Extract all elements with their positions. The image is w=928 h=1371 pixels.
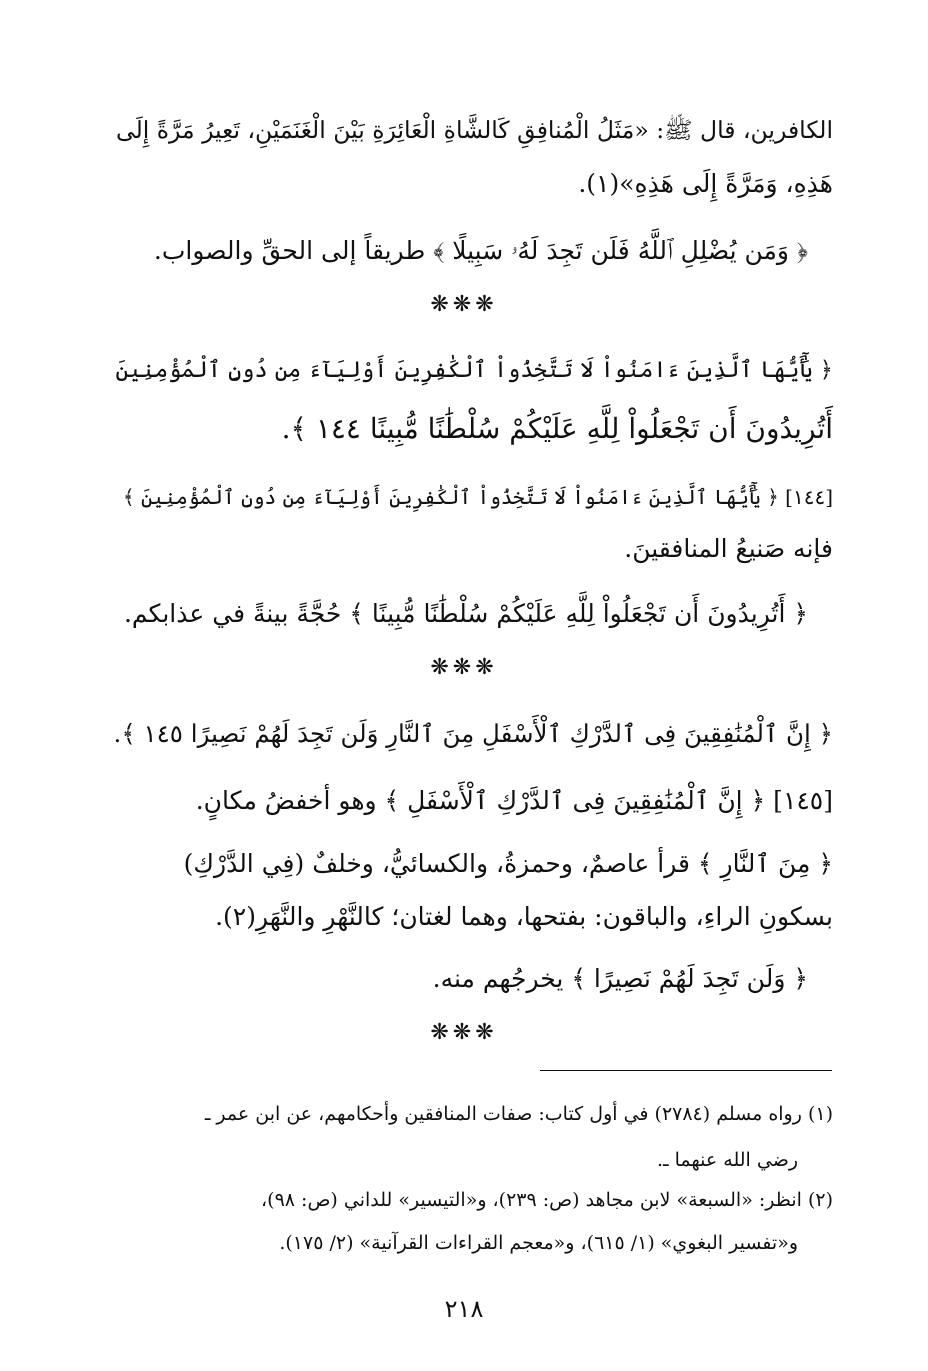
footnote-rule (540, 1070, 832, 1071)
footnote-1-line-1: (١) رواه مسلم (٢٧٨٤) في أول كتاب: صفات المنافقين وأحكامهم، عن ابن عمر ـ (204, 1103, 833, 1125)
footnote-2-line-1: (٢) انظر: «السبعة» لابن مجاهد (ص: ٢٣٩)، و«التيسير» للداني (ص: ٩٨)، (261, 1189, 833, 1211)
body-line-11: ﴿ مِنَ ٱلنَّارِ ﴾ قرأ عاصمٌ، وحمزةُ، والكسائيُّ، وخلفٌ (فِي الدَّرْكِ) (183, 849, 833, 878)
page-number: ٢١٨ (444, 1295, 484, 1323)
verse-144-line-2: أَتُرِيدُونَ أَن تَجْعَلُواْ لِلَّهِ عَلَيْكُمْ سُلْطَٰنًا مُّبِينًا ١٤٤ ﴾. (281, 412, 833, 445)
body-line-1: الكافرين، قال ﷺ: «مَثَلُ الْمُنافِقِ كَالشَّاةِ الْعَائِرَةِ بَيْنَ الْغَنَمَيْنِ، تَعِيرُ مَرَّةً إِلَى (115, 116, 833, 144)
verse-144-line-1: ﴿ يَٰٓأَيُّهَا ٱلَّذِينَ ءَامَنُواْ لَا تَتَّخِذُواْ ٱلْكَٰفِرِينَ أَوْلِيَآءَ مِن دُونِ ٱلْمُؤْمِنِينَ (115, 357, 833, 383)
body-line-3: ﴿ وَمَن يُضْلِلِ ٱللَّهُ فَلَن تَجِدَ لَهُۥ سَبِيلًا ﴾ طريقاً إلى الحقِّ والصواب. (153, 236, 808, 265)
body-line-13: ﴿ وَلَن تَجِدَ لَهُمْ نَصِيرًا ﴾ يخرجُهم منه. (432, 964, 808, 993)
body-line-10: [١٤٥] ﴿ إِنَّ ٱلْمُنَٰفِقِينَ فِى ٱلدَّرْكِ ٱلْأَسْفَلِ ﴾ وهو أخفضُ مكانٍ. (195, 786, 833, 815)
body-line-6: [١٤٤] ﴿ يَٰٓأَيُّهَا ٱلَّذِينَ ءَامَنُواْ لَا تَتَّخِذُواْ ٱلْكَٰفِرِينَ أَوْلِيَآءَ مِن دُونِ ٱلْمُؤْمِنِينَ ﴾ (122, 485, 833, 509)
section-separator-1: ❋❋❋ (430, 292, 498, 317)
section-separator-2: ❋❋❋ (430, 655, 498, 680)
body-line-7: فإنه صَنيعُ المنافقينَ. (624, 534, 833, 563)
footnote-2-line-2: و«تفسير البغوي» (١/ ٦١٥)، و«معجم القراءات القرآنية» (٢/ ١٧٥). (279, 1232, 798, 1254)
verse-145-line: ﴿ إِنَّ ٱلْمُنَٰفِقِينَ فِى ٱلدَّرْكِ ٱلْأَسْفَلِ مِنَ ٱلنَّارِ وَلَن تَجِدَ لَهُمْ نَصِيرًا ١٤٥ ﴾. (113, 719, 833, 748)
body-line-2: هَذِهِ، وَمَرَّةً إِلَى هَذِهِ»(١). (578, 169, 833, 198)
footnote-1-line-2: رضي الله عنهما ـ. (656, 1149, 798, 1171)
section-separator-3: ❋❋❋ (430, 1020, 498, 1045)
body-line-12: بسكونِ الراءِ، والباقون: بفتحها، وهما لغتان؛ كالنَّهْرِ والنَّهَرِ(٢). (215, 902, 833, 931)
body-line-8: ﴿ أَتُرِيدُونَ أَن تَجْعَلُواْ لِلَّهِ عَلَيْكُمْ سُلْطَٰنًا مُّبِينًا ﴾ حُجَّةً بينةً في عذابكم. (123, 599, 808, 628)
